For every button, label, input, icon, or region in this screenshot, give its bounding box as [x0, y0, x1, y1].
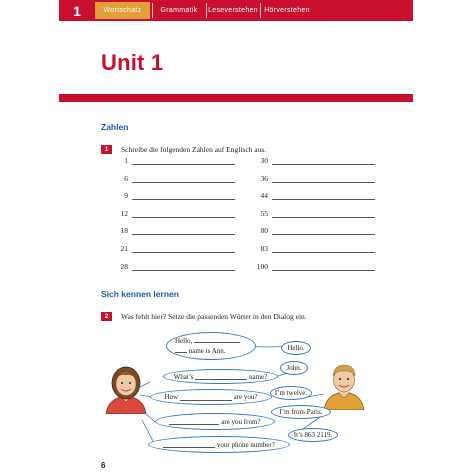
tab-grammatik[interactable]: Grammatik — [160, 7, 198, 14]
bubble-text: are you? — [233, 393, 258, 401]
speech-bubble-phone-question — [148, 436, 290, 453]
answer-blank[interactable] — [180, 394, 232, 401]
page-number: 6 — [101, 461, 106, 470]
exercise-2-instruction: Was fehlt hier? Setze die passenden Wörter in den Dialog ein. — [121, 312, 307, 321]
section-heading-kennenlernen: Sich kennen lernen — [101, 289, 179, 299]
number-label: 6 — [124, 173, 128, 183]
speech-bubble-hello-ann — [166, 332, 256, 360]
number-label: 30 — [260, 156, 268, 165]
answer-blank[interactable] — [163, 441, 215, 448]
tab-wortschatz[interactable]: Wortschatz — [95, 2, 150, 19]
exercise-number-1: 1 — [101, 145, 112, 154]
number-label: 80 — [260, 226, 268, 236]
number-label: 28 — [120, 261, 128, 271]
bubble-text: name? — [249, 372, 268, 381]
speech-bubble-phone-answer: It’s 863 2119. — [288, 428, 338, 442]
number-label: 83 — [260, 244, 268, 253]
bubble-text: are you from? — [221, 417, 261, 426]
number-label: 18 — [120, 226, 128, 236]
tab-hoerverstehen[interactable]: Hörverstehen — [264, 7, 310, 14]
speech-bubble-from-paris: I’m from Paris. — [271, 405, 331, 419]
bubble-text: What’s — [173, 372, 194, 381]
speech-bubble-how-old — [150, 389, 272, 405]
number-label: 100 — [256, 261, 268, 271]
exercise-number-2: 2 — [101, 312, 112, 321]
answer-blank[interactable] — [175, 346, 187, 353]
number-label: 36 — [260, 173, 268, 183]
number-label: 9 — [124, 191, 128, 201]
answer-blank[interactable] — [194, 336, 240, 343]
answer-blank[interactable] — [195, 373, 247, 380]
answer-blank[interactable] — [169, 418, 219, 425]
unit-number: 1 — [73, 2, 81, 19]
exercise-1-instruction: Schreibe die folgenden Zahlen auf Englisch aus. — [121, 145, 267, 154]
speech-bubble-where-from — [155, 413, 275, 430]
speech-bubble-hello: Hello. — [281, 341, 311, 355]
number-label: 12 — [120, 208, 128, 218]
number-label: 44 — [260, 191, 268, 201]
bubble-text: name is Ann. — [188, 347, 226, 355]
bubble-text: your phone number? — [216, 440, 275, 449]
speech-bubble-john: John. — [280, 361, 308, 375]
number-label: 55 — [260, 208, 268, 218]
speech-bubble-im-twelve: I’m twelve. — [270, 386, 312, 400]
bubble-text: Hello, — [175, 337, 193, 345]
tab-leseverstehen[interactable]: Leseverstehen — [208, 7, 258, 14]
speech-bubble-whats-name — [163, 369, 278, 384]
section-heading-zahlen: Zahlen — [101, 122, 129, 132]
bubble-text: How — [164, 393, 179, 401]
number-label: 1 — [124, 156, 128, 165]
number-label: 21 — [120, 244, 128, 253]
page-title: Unit 1 — [101, 50, 164, 75]
